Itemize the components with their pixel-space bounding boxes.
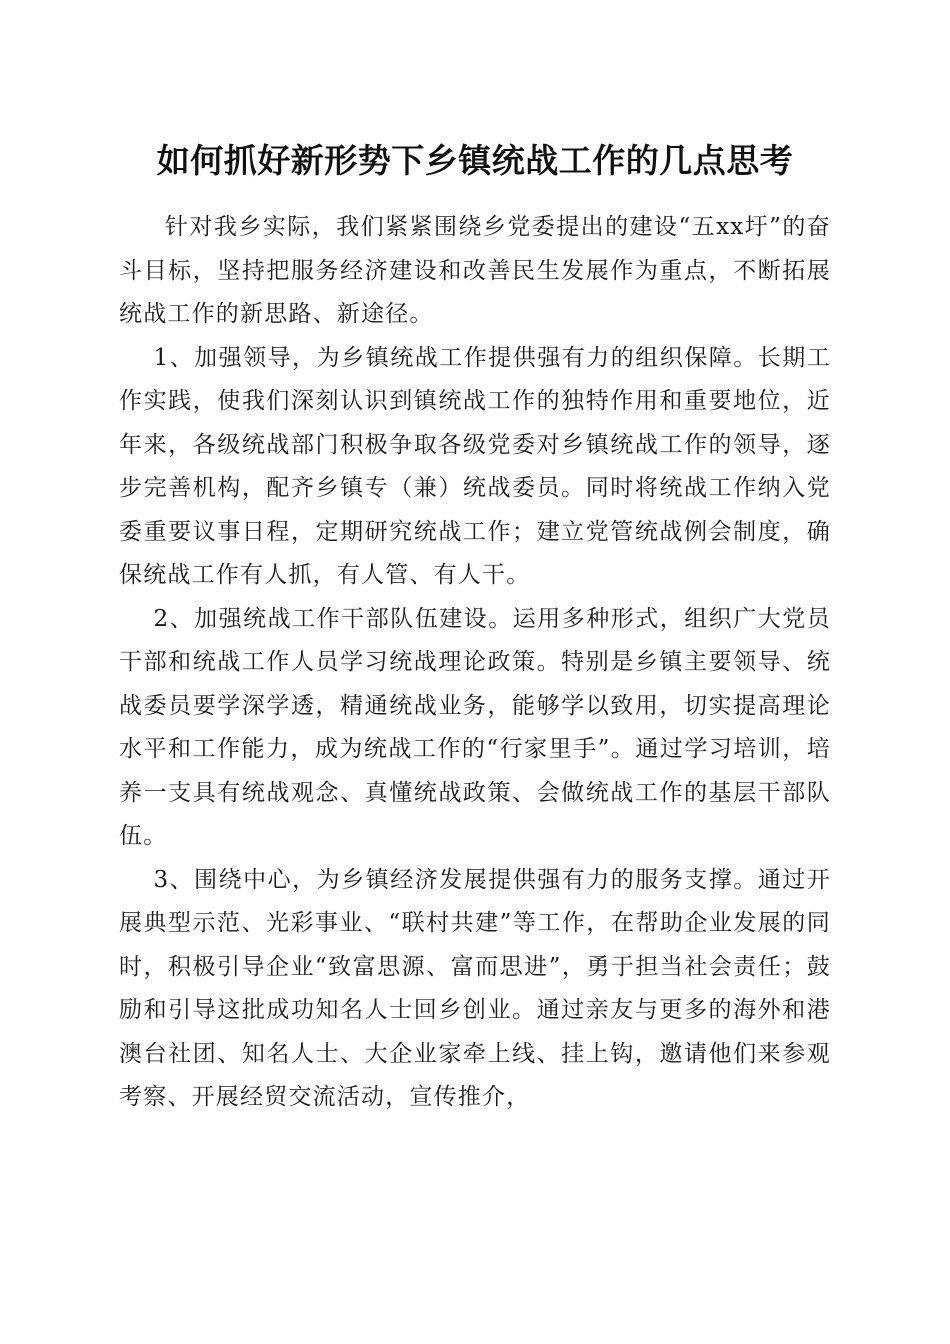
paragraph-intro: 针对我乡实际，我们紧紧围绕乡党委提出的建设“五xx圩”的奋斗目标，坚持把服务经济建设和改善民生发展作为重点，不断拓展统战工作的新思路、新途径。 [119,214,831,327]
document-body [119,206,831,1120]
paragraph-point-2: 2、加强统战工作干部队伍建设。运用多种形式，组织广大党员干部和统战工作人员学习统战理论政策。特别是乡镇主要领导、统战委员要学深学透，精通统战业务，能够学以致用，切实提高理论水平和工作能力，成为统战工作的“行家里手”。通过学习培训，培养一支具有统战观念、真懂统战政策、会做统战工作的基层干部队伍。 [119,605,831,849]
document-title: 如何抓好新形势下乡镇统战工作的几点思考 [156,141,794,180]
paragraph-point-3: 3、围绕中心，为乡镇经济发展提供强有力的服务支撑。通过开展典型示范、光彩事业、“联村共建”等工作，在帮助企业发展的同时，积极引导企业“致富思源、富而思进”，勇于担当社会责任；鼓励和引导这批成功知名人士回乡创业。通过亲友与更多的海外和港澳台社团、知名人士、大企业家牵上线、挂上钩，邀请他们来参观考察、开展经贸交流活动，宣传推介， [119,866,831,1110]
paragraph-point-1: 1、加强领导，为乡镇统战工作提供强有力的组织保障。长期工作实践，使我们深刻认识到镇统战工作的独特作用和重要地位，近年来，各级统战部门积极争取各级党委对乡镇统战工作的领导，逐步完善机构，配齐乡镇专（兼）统战委员。同时将统战工作纳入党委重要议事日程，定期研究统战工作；建立党管统战例会制度，确保统战工作有人抓，有人管、有人干。 [119,344,831,588]
